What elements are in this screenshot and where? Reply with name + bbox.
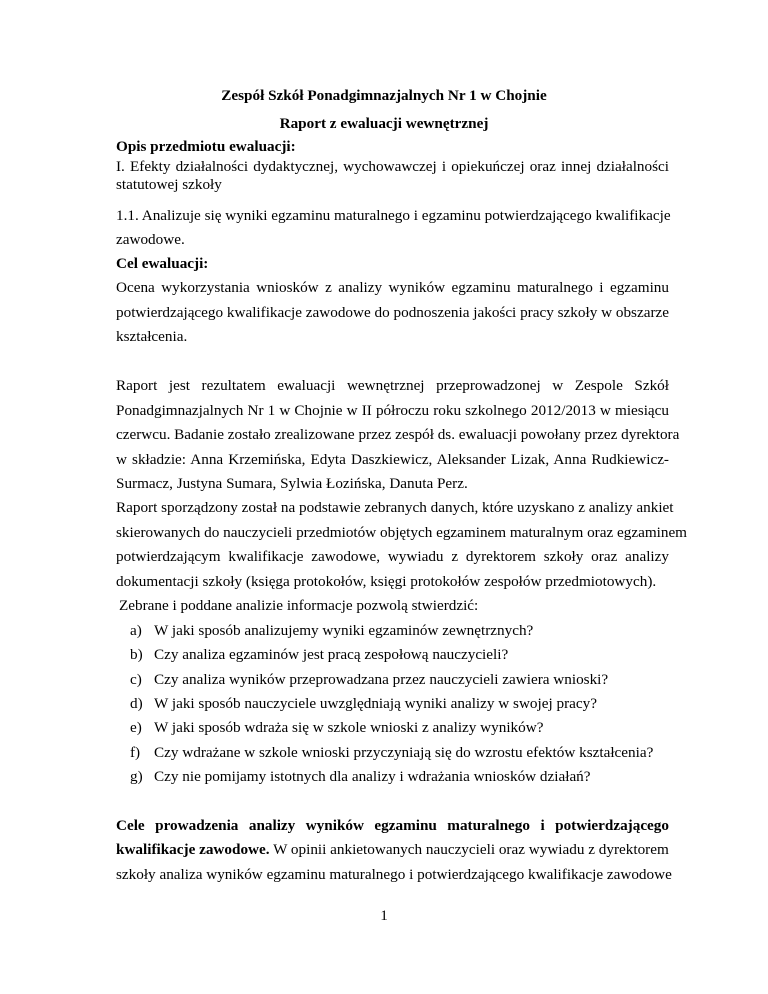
list-item: b) Czy analiza egzaminów jest pracą zespołową nauczycieli? <box>130 646 509 663</box>
goal-line: Ocena wykorzystania wniosków z analizy wyników egzaminu maturalnego i egzaminu <box>116 279 669 296</box>
goals-section-heading: Cele prowadzenia analizy wyników egzaminu maturalnego i potwierdzającego <box>116 817 669 834</box>
list-item: f) Czy wdrażane w szkole wnioski przyczyniają się do wzrostu efektów kształcenia? <box>130 744 654 761</box>
school-title: Zespół Szkół Ponadgimnazjalnych Nr 1 w Chojnie <box>221 87 547 104</box>
goals-section-line: kwalifikacje zawodowe. W opinii ankietowanych nauczycieli oraz wywiadu z dyrektorem <box>116 841 669 858</box>
goal-heading: Cel ewaluacji: <box>116 255 209 272</box>
report-line: Ponadgimnazjalnych Nr 1 w Chojnie w II półroczu roku szkolnego 2012/2013 w miesiącu <box>116 402 669 419</box>
report-line: skierowanych do nauczycieli przedmiotów objętych egzaminem maturalnym oraz egzaminem <box>116 524 687 541</box>
report-line: czerwcu. Badanie zostało zrealizowane przez zespół ds. ewaluacji powołany przez dyrektora <box>116 426 680 443</box>
goal-line: kształcenia. <box>116 328 188 345</box>
list-item: d) W jaki sposób nauczyciele uwzględniają wyniki analizy w swojej pracy? <box>130 695 597 712</box>
page-number: 1 <box>380 907 388 924</box>
subject-heading: Opis przedmiotu ewaluacji: <box>116 138 296 155</box>
list-item: g) Czy nie pomijamy istotnych dla analizy i wdrażania wniosków działań? <box>130 768 591 785</box>
report-line: potwierdzającym kwalifikacje zawodowe, wywiadu z dyrektorem szkoły oraz analizy <box>116 548 669 565</box>
report-title: Raport z ewaluacji wewnętrznej <box>279 115 489 132</box>
list-item: a) W jaki sposób analizujemy wyniki egzaminów zewnętrznych? <box>130 622 534 639</box>
list-item: c) Czy analiza wyników przeprowadzana przez nauczycieli zawiera wnioski? <box>130 671 609 688</box>
point-line: 1.1. Analizuje się wyniki egzaminu maturalnego i egzaminu potwierdzającego kwalifikacje <box>116 207 671 224</box>
point-line: zawodowe. <box>116 231 185 248</box>
report-line: dokumentacji szkoły (księga protokołów, księgi protokołów zespołów przedmiotowych). <box>116 573 657 590</box>
report-line: w składzie: Anna Krzemińska, Edyta Daszkiewicz, Aleksander Lizak, Anna Rudkiewicz- <box>116 451 669 468</box>
subject-line: I. Efekty działalności dydaktycznej, wychowawczej i opiekuńczej oraz innej działalności <box>116 158 669 175</box>
report-line: Raport jest rezultatem ewaluacji wewnętrznej przeprowadzonej w Zespole Szkół <box>116 377 669 394</box>
subject-line: statutowej szkoły <box>116 176 222 193</box>
report-line: Raport sporządzony został na podstawie zebranych danych, które uzyskano z analizy ankiet <box>116 499 674 516</box>
report-line: Surmacz, Justyna Sumara, Sylwia Łozińska, Danuta Perz. <box>116 475 468 492</box>
goals-section-line: szkoły analiza wyników egzaminu maturalnego i potwierdzającego kwalifikacje zawodowe <box>116 866 672 883</box>
list-item: e) W jaki sposób wdraża się w szkole wnioski z analizy wyników? <box>130 719 544 736</box>
questions-intro: Zebrane i poddane analizie informacje pozwolą stwierdzić: <box>119 597 479 614</box>
goal-line: potwierdzającego kwalifikacje zawodowe do podnoszenia jakości pracy szkoły w obszarze <box>116 304 669 321</box>
